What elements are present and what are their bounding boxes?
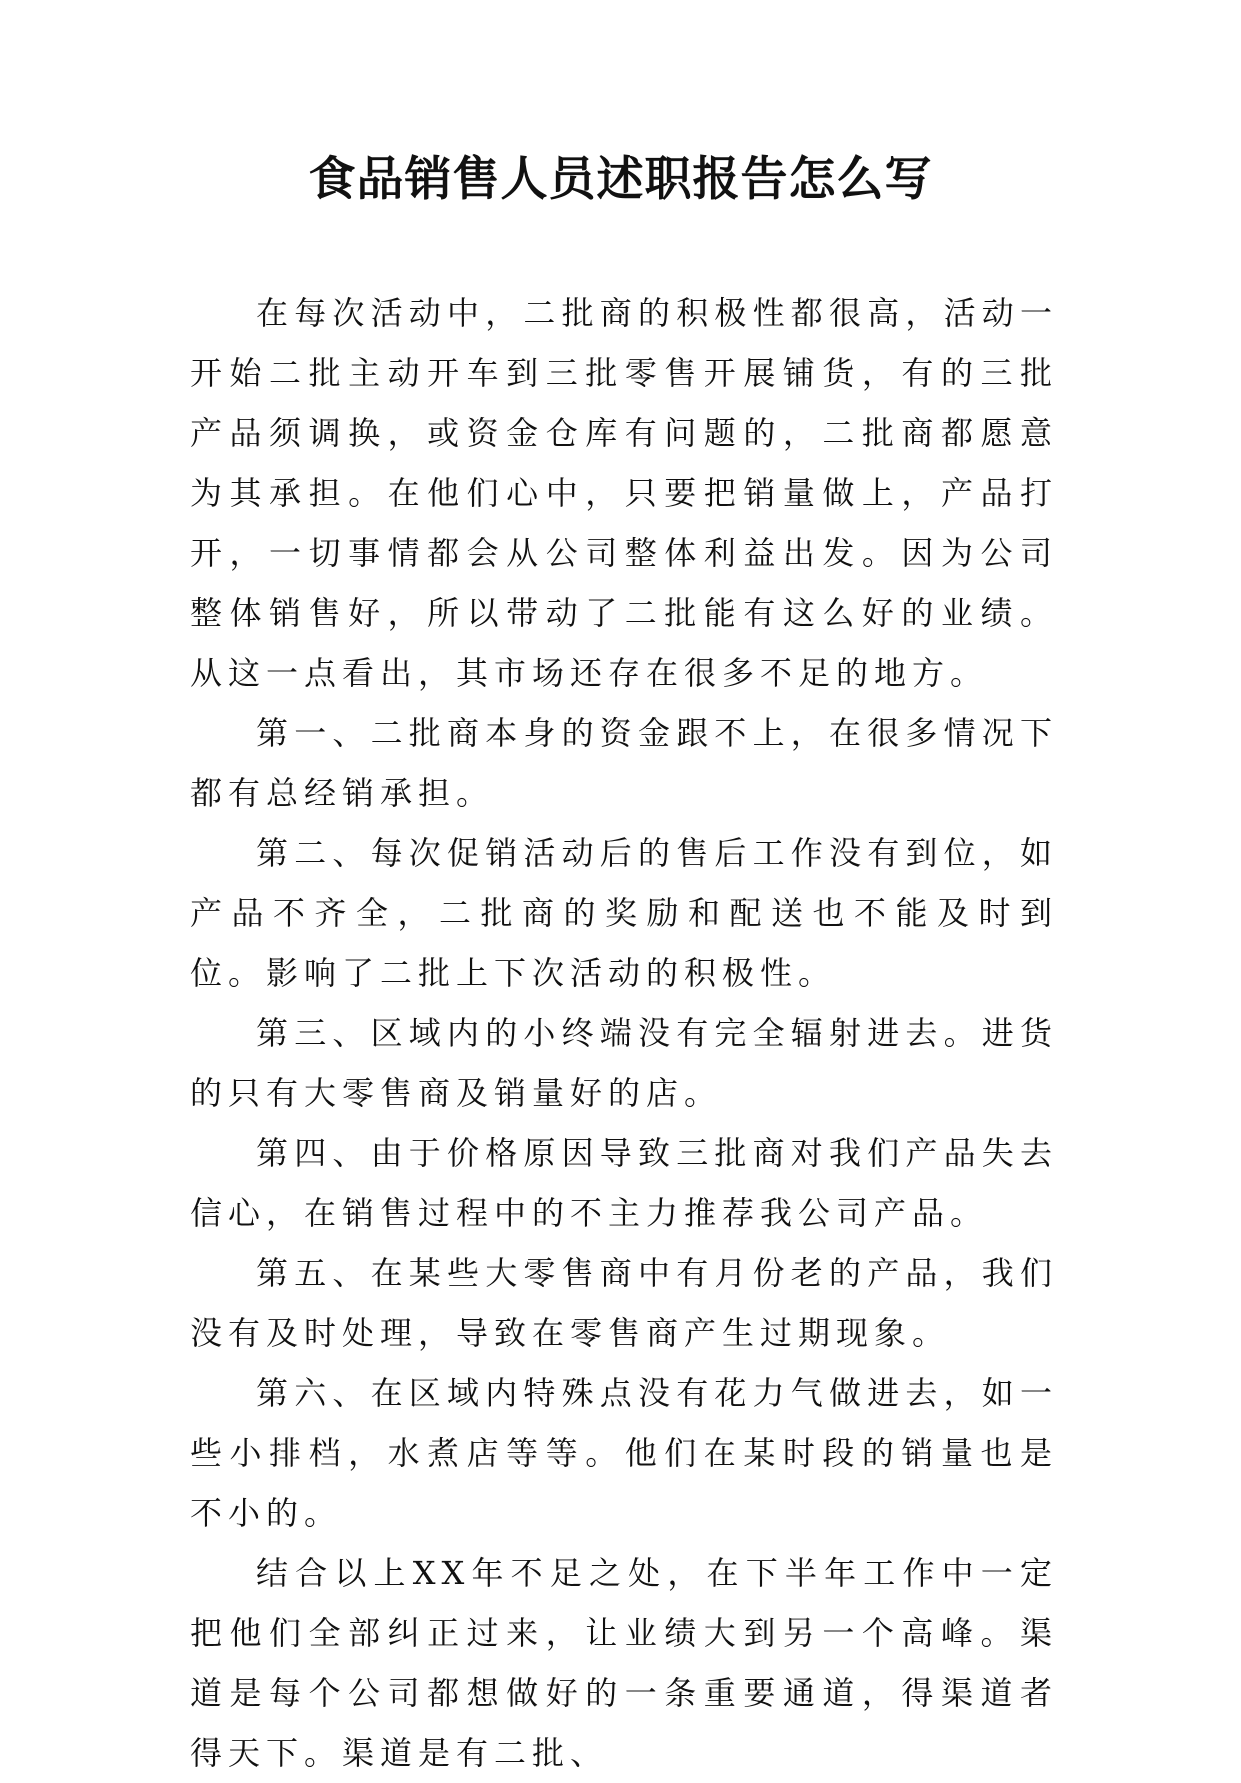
document-body xyxy=(190,283,1058,1783)
paragraph-8: 结合以上XX年不足之处，在下半年工作中一定把他们全部纠正过来，让业绩大到另一个高峰。渠道是每个公司都想做好的一条重要通道，得渠道者得天下。渠道是有二批、 xyxy=(190,1554,1058,1772)
paragraph-1: 在每次活动中，二批商的积极性都很高，活动一开始二批主动开车到三批零售开展铺货，有的三批产品须调换，或资金仓库有问题的，二批商都愿意为其承担。在他们心中，只要把销量做上，产品打开，一切事情都会从公司整体利益出发。因为公司整体销售好，所以带动了二批能有这么好的业绩。从这一点看出，其市场还存在很多不足的地方。 xyxy=(190,294,1058,692)
paragraph-6: 第五、在某些大零售商中有月份老的产品，我们没有及时处理，导致在零售商产生过期现象。 xyxy=(190,1254,1058,1352)
paragraph-2: 第一、二批商本身的资金跟不上，在很多情况下都有总经销承担。 xyxy=(190,714,1058,812)
paragraph-3: 第二、每次促销活动后的售后工作没有到位，如产品不齐全，二批商的奖励和配送也不能及时到位。影响了二批上下次活动的积极性。 xyxy=(190,834,1058,992)
document-title: 食品销售人员述职报告怎么写 xyxy=(308,152,933,207)
paragraph-4: 第三、区域内的小终端没有完全辐射进去。进货的只有大零售商及销量好的店。 xyxy=(190,1014,1058,1112)
paragraph-5: 第四、由于价格原因导致三批商对我们产品失去信心，在销售过程中的不主力推荐我公司产品。 xyxy=(190,1134,1058,1232)
paragraph-7: 第六、在区域内特殊点没有花力气做进去，如一些小排档，水煮店等等。他们在某时段的销量也是不小的。 xyxy=(190,1374,1058,1532)
